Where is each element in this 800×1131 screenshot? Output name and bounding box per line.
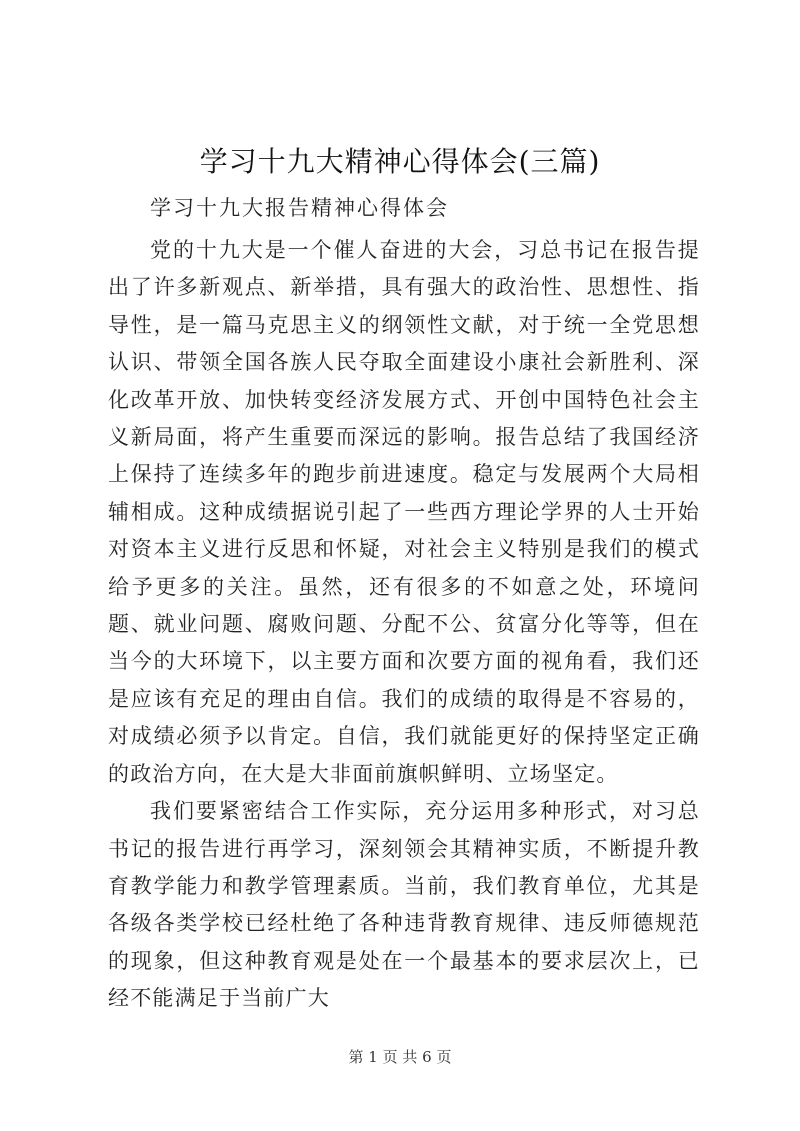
document-subtitle: 学习十九大报告精神心得体会 [150,196,449,220]
document-body [108,232,700,1018]
page-footer: 第 1 页 共 6 页 [348,1048,452,1066]
document-title: 学习十九大精神心得体会(三篇) [199,145,601,178]
paragraph-1: 党的十九大是一个催人奋进的大会，习总书记在报告提出了许多新观点、新举措，具有强大的政治性、思想性、指导性，是一篇马克思主义的纲领性文献，对于统一全党思想认识、带领全国各族人民夺取全面建设小康社会新胜利、深化改革开放、加快转变经济发展方式、开创中国特色社会主义新局面，将产生重要而深远的影响。报告总结了我国经济上保持了连续多年的跑步前进速度。稳定与发展两个大局相辅相成。这种成绩据说引起了一些西方理论学界的人士开始对资本主义进行反思和怀疑，对社会主义特别是我们的模式给予更多的关注。虽然，还有很多的不如意之处，环境问题、就业问题、腐败问题、分配不公、贫富分化等等，但在当今的大环境下，以主要方面和次要方面的视角看，我们还是应该有充足的理由自信。我们的成绩的取得是不容易的，对成绩必须予以肯定。自信，我们就能更好的保持坚定正确的政治方向，在大是大非面前旗帜鲜明、立场坚定。 [108,238,700,786]
paragraph-2: 我们要紧密结合工作实际，充分运用多种形式，对习总书记的报告进行再学习，深刻领会其精神实质，不断提升教育教学能力和教学管理素质。当前，我们教育单位，尤其是各级各类学校已经杜绝了各种违背教育规律、违反师德规范的现象，但这种教育观是处在一个最基本的要求层次上，已经不能满足于当前广大 [108,799,700,1011]
